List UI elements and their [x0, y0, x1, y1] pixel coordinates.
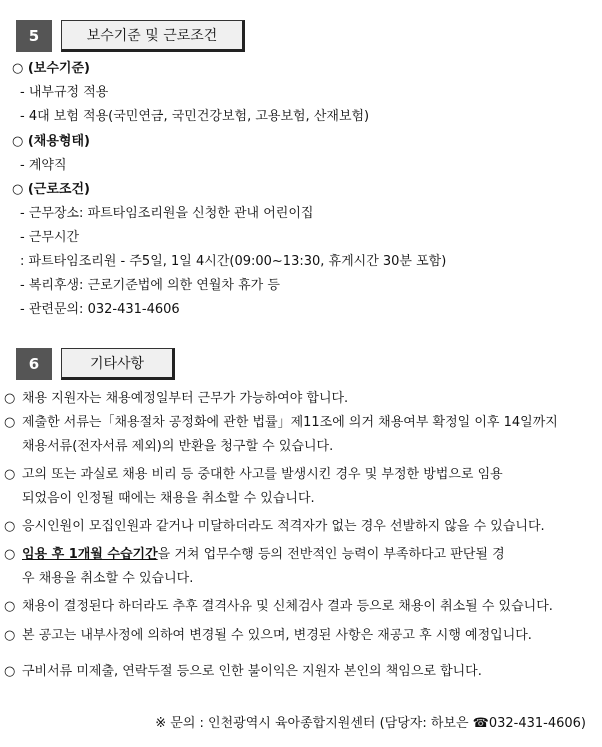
list-item: ○ 제출한 서류는「채용절차 공정화에 관한 법률」제11조에 의거 채용여부 확정일 이후 14일까지 [4, 415, 558, 430]
employment-heading: ○ (채용형태) [12, 134, 90, 149]
list-item: ○ 응시인원이 모집인원과 같거나 미달하더라도 적격자가 없는 경우 선발하지 않을 수 있습니다. [4, 519, 545, 534]
list-item: - 관련문의: 032-431-4606 [20, 302, 180, 317]
section-title: 기타사항 [61, 348, 175, 380]
bullet-circle-icon: ○ [4, 415, 16, 430]
list-item: - 4대 보험 적용(국민연금, 국민건강보험, 고용보험, 산재보험) [20, 109, 370, 124]
bullet-circle-icon: ○ [4, 599, 16, 614]
list-item-continuation: 채용서류(전자서류 제외)의 반환을 청구할 수 있습니다. [22, 439, 334, 454]
conditions-heading: ○ (근로조건) [12, 182, 90, 197]
probation-emphasis: 임용 후 1개월 수습기간 [22, 547, 158, 562]
bullet-circle-icon: ○ [4, 519, 16, 534]
bullet-circle-icon: ○ [4, 664, 16, 679]
list-item-continuation: 되었음이 인정될 때에는 채용을 취소할 수 있습니다. [22, 491, 315, 506]
section-title: 보수기준 및 근로조건 [61, 20, 245, 52]
list-item-continuation: 우 채용을 취소할 수 있습니다. [22, 571, 194, 586]
list-item: - 근무장소: 파트타임조리원을 신청한 관내 어린이집 [20, 206, 314, 221]
list-item: - 근무시간 [20, 230, 80, 245]
list-item: ○ 임용 후 1개월 수습기간을 거쳐 업무수행 등의 전반적인 능력이 부족하다고 판단될 경 [4, 547, 505, 562]
bullet-circle-icon: ○ [4, 547, 16, 562]
pay-heading: ○ (보수기준) [12, 61, 90, 76]
section-number: 6 [16, 348, 52, 380]
list-item: ○ 고의 또는 과실로 채용 비리 등 중대한 사고를 발생시킨 경우 및 부정한 방법으로 임용 [4, 467, 503, 482]
contact-footer: ※ 문의 : 인천광역시 육아종합지원센터 (담당자: 하보은 ☎032-431-4606) [155, 716, 586, 731]
section-5-header [16, 20, 245, 52]
section-6-header [16, 348, 175, 380]
list-item: ○ 채용이 결정된다 하더라도 추후 결격사유 및 신체검사 결과 등으로 채용이 취소될 수 있습니다. [4, 599, 553, 614]
section-number: 5 [16, 20, 52, 52]
bullet-circle-icon: ○ [4, 391, 16, 406]
list-item: - 계약직 [20, 158, 67, 173]
list-item: ○ 채용 지원자는 채용예정일부터 근무가 가능하여야 합니다. [4, 391, 349, 406]
list-item: ○ 구비서류 미제출, 연락두절 등으로 인한 불이익은 지원자 본인의 책임으로 합니다. [4, 664, 482, 679]
bullet-circle-icon: ○ [4, 628, 16, 643]
list-item: - 내부규정 적용 [20, 85, 109, 100]
list-item: : 파트타임조리원 - 주5일, 1일 4시간(09:00~13:30, 휴게시간 30분 포함) [20, 254, 447, 269]
list-item: ○ 본 공고는 내부사정에 의하여 변경될 수 있으며, 변경된 사항은 재공고 후 시행 예정입니다. [4, 628, 532, 643]
bullet-circle-icon: ○ [4, 467, 16, 482]
list-item: - 복리후생: 근로기준법에 의한 연월차 휴가 등 [20, 278, 280, 293]
